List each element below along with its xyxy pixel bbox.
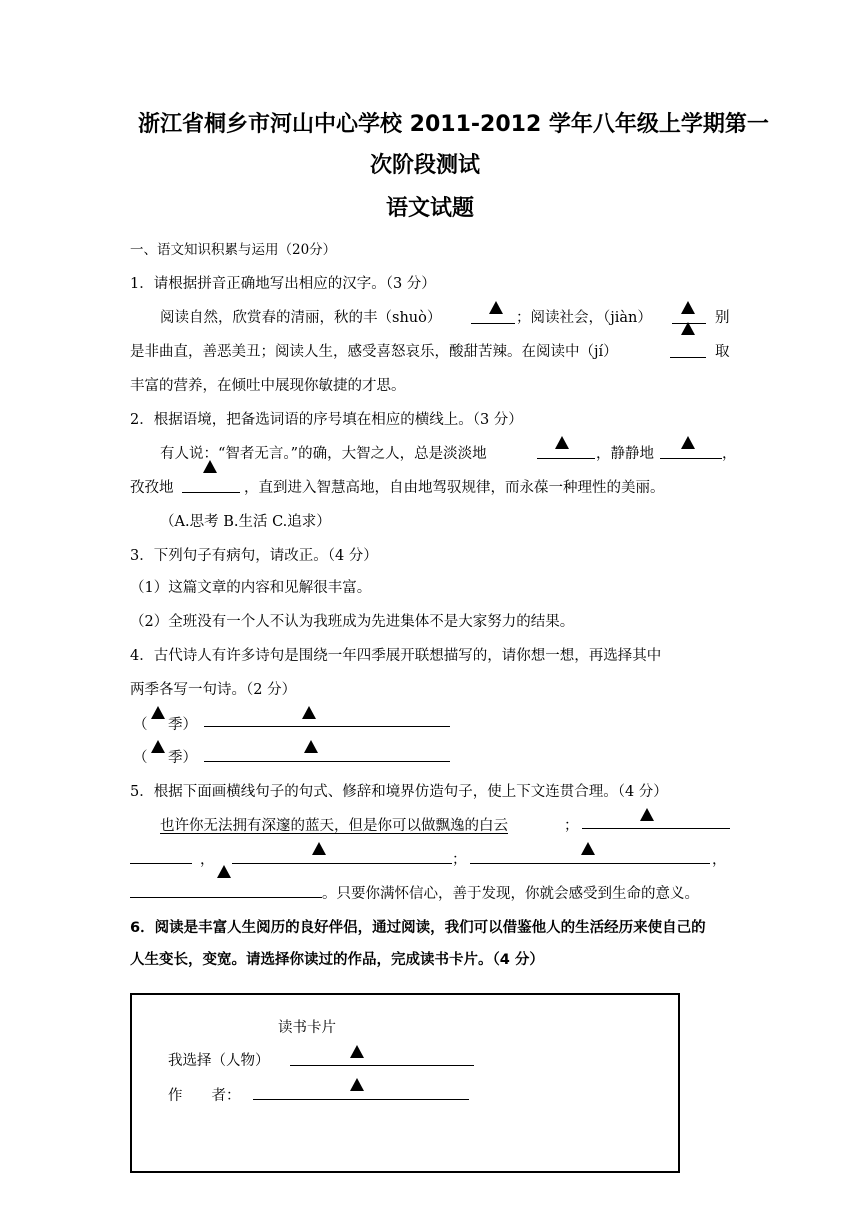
q5-blank-2[interactable] (232, 863, 452, 864)
q4-prompt-line1: 4．古代诗人有许多诗句是围绕一年四季展开联想描写的，请你想一想，再选择其中 (130, 648, 662, 664)
q5-semicolon: ； (564, 818, 579, 834)
answer-marker-icon (302, 706, 316, 719)
page-subtitle: 语文试题 (386, 196, 475, 221)
answer-marker-icon (350, 1078, 364, 1091)
q1-line2-b: 取 (715, 344, 730, 360)
q5-semicolon-2: ； (452, 852, 467, 868)
answer-marker-icon (681, 436, 695, 449)
q2-line2-b: ，直到进入智慧高地，自由地驾驭规律，而永葆一种理性的美丽。 (244, 480, 665, 496)
reading-card-person-label: 我选择（人物） (168, 1053, 270, 1069)
q4-row2-season: 季） (168, 750, 197, 766)
answer-marker-icon (681, 301, 695, 314)
q6-prompt-line1: 6．阅读是丰富人生阅历的良好伴侣，通过阅读，我们可以借鉴他人的生活经历来使自己的 (130, 920, 706, 936)
reading-card-author-label: 作 者： (168, 1088, 241, 1104)
answer-marker-icon (203, 460, 217, 473)
q1-line1-a: 阅读自然，欣赏春的清丽，秋的丰（shuò） (160, 310, 442, 326)
q1-line1-c: 别 (715, 310, 730, 326)
q1-blank-shuo[interactable] (471, 323, 515, 324)
answer-marker-icon (489, 301, 503, 314)
q1-line3: 丰富的营养，在倾吐中展现你敏捷的才思。 (130, 378, 406, 394)
q4-row2-open: （ (133, 750, 148, 766)
q1-line2-a: 是非曲直，善恶美丑；阅读人生，感受喜怒哀乐，酸甜苦辣。在阅读中（jí） (130, 344, 618, 360)
q4-blank-1[interactable] (204, 726, 450, 727)
q2-line1-a: 有人说：“智者无言。”的确，大智之人，总是淡淡地 (160, 446, 487, 462)
reading-card (130, 993, 680, 1173)
answer-marker-icon (350, 1045, 364, 1058)
q5-blank-4[interactable] (130, 897, 322, 898)
reading-card-person-field[interactable] (290, 1065, 474, 1066)
q3-sentence-1: （1）这篇文章的内容和见解很丰富。 (130, 580, 372, 596)
q2-line2-a: 孜孜地 (130, 480, 174, 496)
q1-prompt: 1．请根据拼音正确地写出相应的汉字。（3 分） (130, 276, 436, 292)
q2-options: （A.思考 B.生活 C.追求） (160, 514, 331, 530)
q2-blank-3[interactable] (182, 492, 240, 493)
answer-marker-icon (312, 842, 326, 855)
q5-blank-1b[interactable] (130, 863, 192, 864)
q3-prompt: 3．下列句子有病句，请改正。（4 分） (130, 548, 378, 564)
q2-line1-c: ， (722, 446, 737, 462)
answer-marker-icon (217, 865, 231, 878)
q6-prompt-line2: 人生变长，变宽。请选择你读过的作品，完成读书卡片。（4 分） (130, 952, 544, 968)
q1-line1-b: ；阅读社会，（jiàn） (516, 310, 652, 326)
q4-blank-2[interactable] (204, 761, 450, 762)
q5-blank-3[interactable] (470, 863, 710, 864)
q5-comma-1: ， (200, 852, 215, 868)
q2-blank-2[interactable] (660, 458, 722, 459)
answer-marker-icon (640, 808, 654, 821)
q5-prompt: 5．根据下面画横线句子的句式、修辞和境界仿造句子，使上下文连贯合理。（4 分） (130, 784, 668, 800)
answer-marker-icon (581, 842, 595, 855)
q5-comma-2: ， (712, 852, 727, 868)
q5-model-sentence: 也许你无法拥有深邃的蓝天，但是你可以做飘逸的白云 (160, 818, 508, 834)
answer-marker-icon (151, 706, 165, 719)
q4-row1-open: （ (133, 717, 148, 733)
q2-line1-b: ，静静地 (596, 446, 654, 462)
answer-marker-icon (555, 436, 569, 449)
q2-prompt: 2．根据语境，把备选词语的序号填在相应的横线上。（3 分） (130, 412, 523, 428)
answer-marker-icon (681, 322, 695, 335)
section-heading: 一、语文知识积累与运用（20分） (130, 242, 337, 258)
q3-sentence-2: （2）全班没有一个人不认为我班成为先进集体不是大家努力的结果。 (130, 614, 575, 630)
q2-blank-1[interactable] (537, 458, 595, 459)
q5-ending: 。只要你满怀信心，善于发现，你就会感受到生命的意义。 (322, 886, 699, 902)
reading-card-author-field[interactable] (253, 1099, 469, 1100)
reading-card-title: 读书卡片 (278, 1020, 336, 1036)
q4-row1-season: 季） (168, 717, 197, 733)
page-title-line1: 浙江省桐乡市河山中心学校 2011-2012 学年八年级上学期第一 (138, 112, 769, 137)
q4-prompt-line2: 两季各写一句诗。（2 分） (130, 682, 297, 698)
page-title-line2: 次阶段测试 (370, 153, 481, 178)
q5-blank-1a[interactable] (582, 828, 730, 829)
q1-blank-ji[interactable] (670, 357, 706, 358)
answer-marker-icon (151, 740, 165, 753)
answer-marker-icon (304, 740, 318, 753)
